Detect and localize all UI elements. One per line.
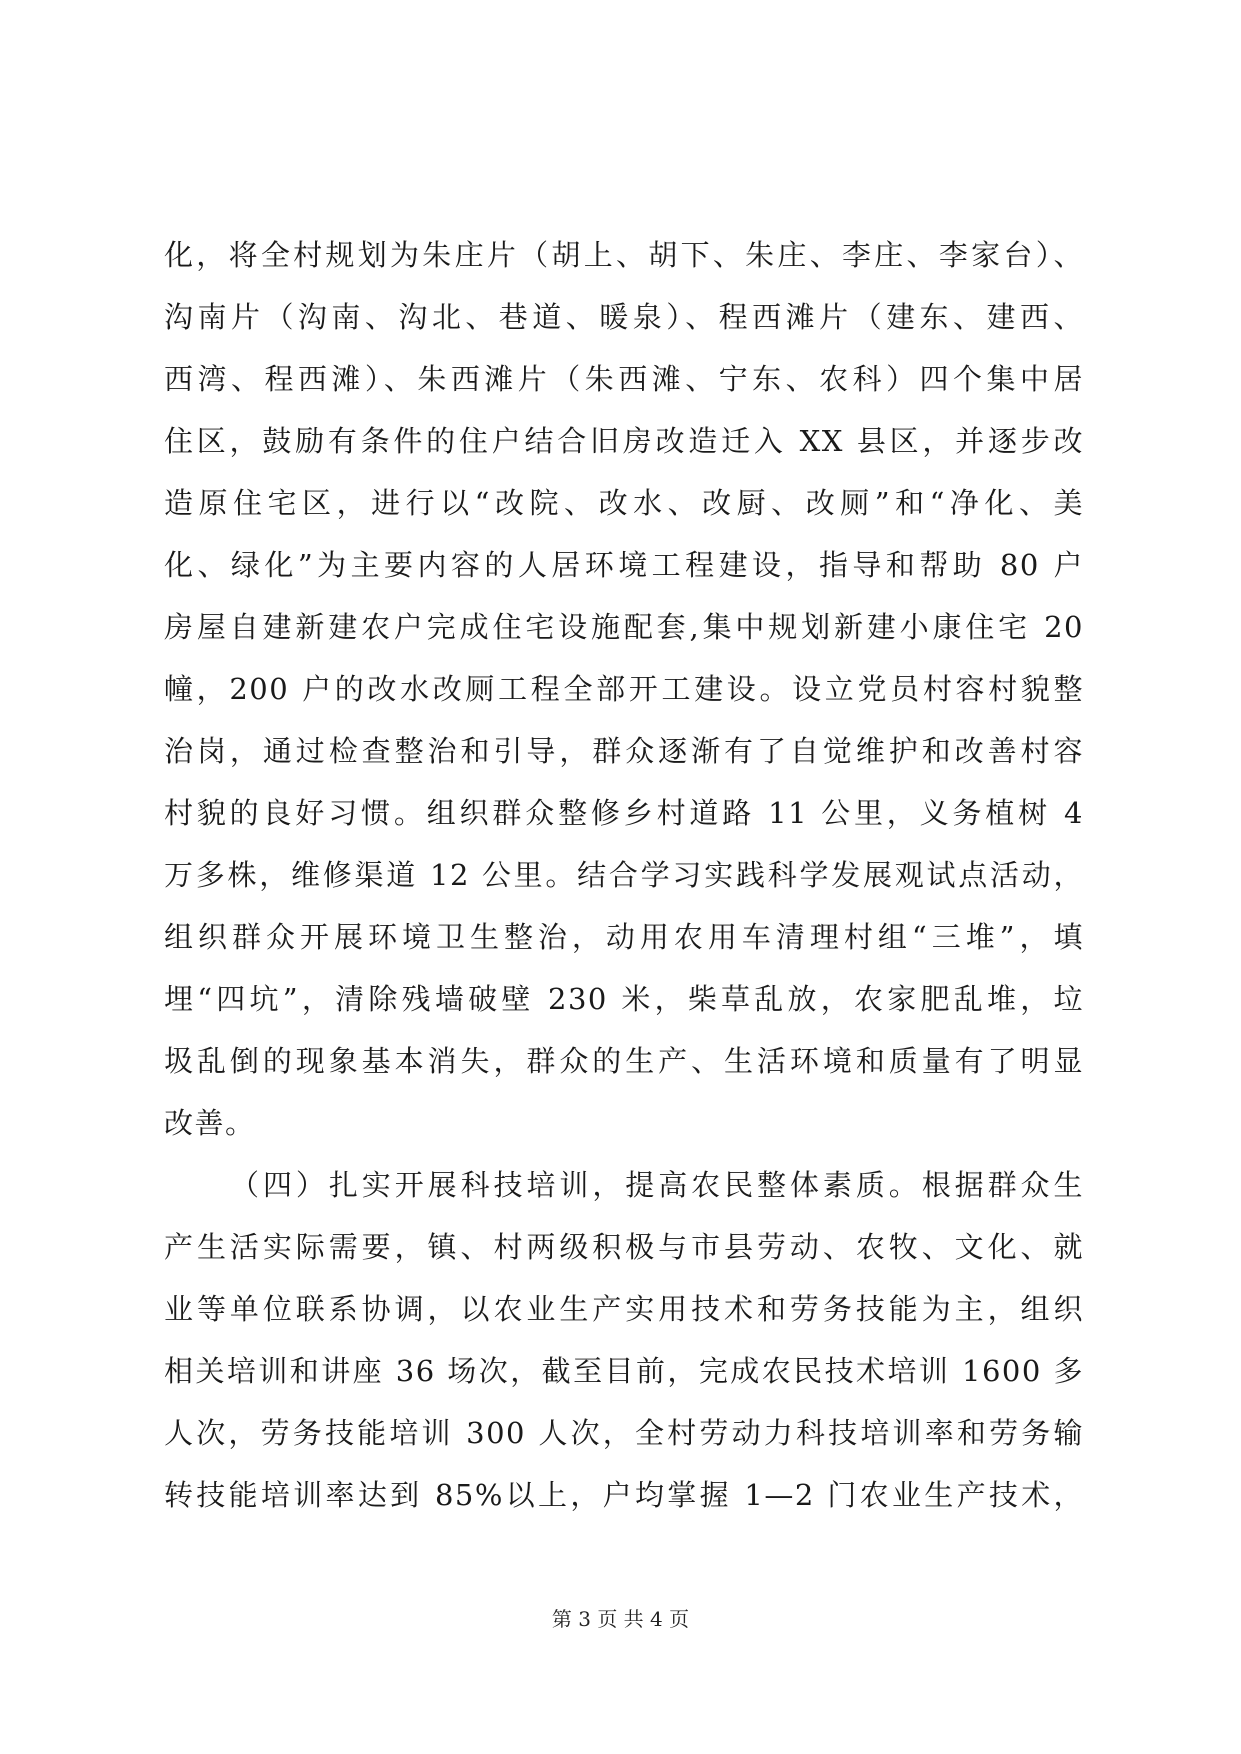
text-line: 造原住宅区，进行以“改院、改水、改厨、改厕”和“净化、美	[164, 486, 1084, 520]
text-line: 业等单位联系协调，以农业生产实用技术和劳务技能为主，组织	[164, 1292, 1084, 1326]
paragraph-environment	[164, 224, 1084, 1154]
text-line: 沟南片（沟南、沟北、巷道、暖泉）、程西滩片（建东、建西、	[164, 300, 1084, 334]
text-line: 化，将全村规划为朱庄片（胡上、胡下、朱庄、李庄、李家台）、	[164, 238, 1084, 272]
text-line: 万多株，维修渠道 12 公里。结合学习实践科学发展观试点活动，	[164, 858, 1084, 892]
text-line: 转技能培训率达到 85%以上，户均掌握 1—2 门农业生产技术，	[164, 1478, 1084, 1512]
text-line: 改善。	[164, 1106, 256, 1140]
text-line: 治岗，通过检查整治和引导，群众逐渐有了自觉维护和改善村容	[164, 734, 1084, 768]
text-line: 相关培训和讲座 36 场次，截至目前，完成农民技术培训 1600 多	[164, 1354, 1084, 1388]
text-line: 幢，200 户的改水改厕工程全部开工建设。设立党员村容村貌整	[164, 672, 1084, 706]
text-line: 房屋自建新建农户完成住宅设施配套,集中规划新建小康住宅 20	[164, 610, 1084, 644]
text-line: 西湾、程西滩）、朱西滩片（朱西滩、宁东、农科）四个集中居	[164, 362, 1084, 396]
text-line: （四）扎实开展科技培训，提高农民整体素质。根据群众生	[230, 1168, 1084, 1202]
text-line: 住区，鼓励有条件的住户结合旧房改造迁入 XX 县区，并逐步改	[164, 424, 1084, 458]
text-line: 组织群众开展环境卫生整治，动用农用车清理村组“三堆”，填	[164, 920, 1084, 954]
text-line: 圾乱倒的现象基本消失，群众的生产、生活环境和质量有了明显	[164, 1044, 1084, 1078]
text-line: 产生活实际需要，镇、村两级积极与市县劳动、农牧、文化、就	[164, 1230, 1084, 1264]
text-line: 村貌的良好习惯。组织群众整修乡村道路 11 公里，义务植树 4	[164, 796, 1084, 830]
text-line: 埋“四坑”，清除残墙破壁 230 米，柴草乱放，农家肥乱堆，垃	[164, 982, 1084, 1016]
text-line: 化、绿化”为主要内容的人居环境工程建设，指导和帮助 80 户	[164, 548, 1084, 582]
text-line: 人次，劳务技能培训 300 人次，全村劳动力科技培训率和劳务输	[164, 1416, 1084, 1450]
body-text	[164, 224, 1084, 1526]
paragraph-training	[164, 1154, 1084, 1526]
page-number-footer: 第 3 页 共 4 页	[551, 1607, 690, 1631]
